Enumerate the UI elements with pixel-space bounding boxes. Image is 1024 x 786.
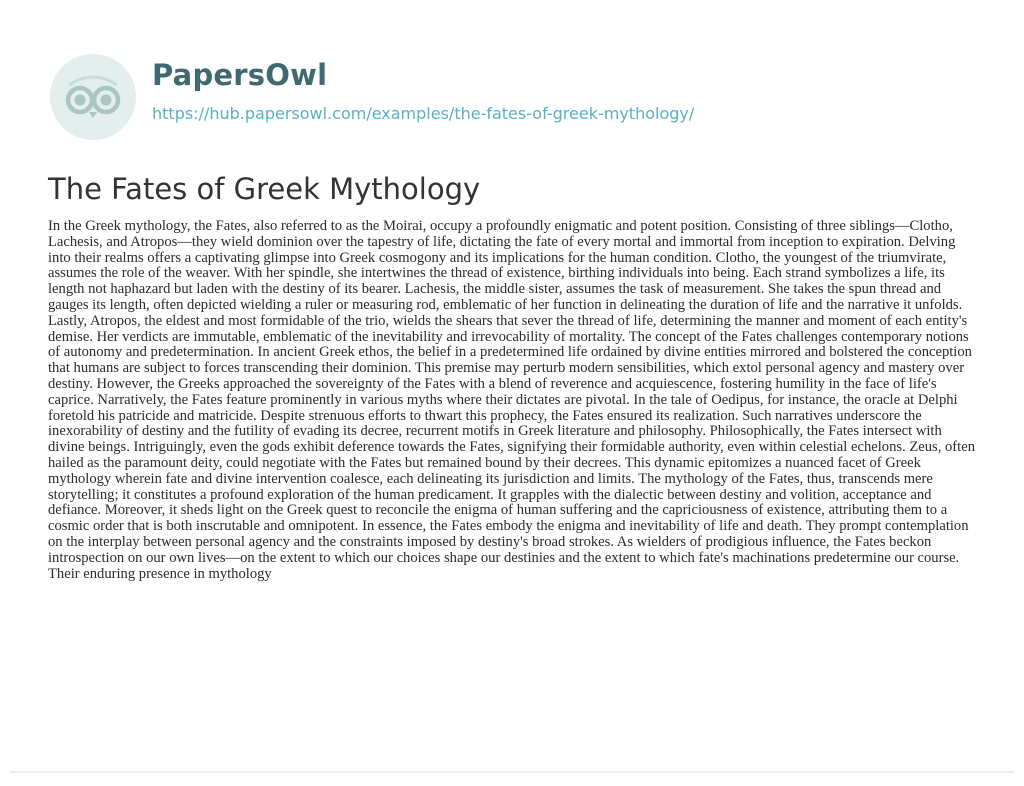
page-title: The Fates of Greek Mythology <box>48 172 481 206</box>
divider <box>10 771 1014 773</box>
site-header <box>48 40 978 150</box>
article-body: In the Greek mythology, the Fates, also referred to as the Moirai, occupy a profoundly enigmatic and potent position. Consisting of three siblings—Clotho, Lachesis, and Atropos—they wield dominion over the tapestry of life, dictating the fate of every mortal and immortal from inception to expiration. Delving into their realms offers a captivating glimpse into Greek cosmogony and its implications for the human condition. Clotho, the youngest of the triumvirate, assumes the role of the weaver. With her spindle, she intertwines the thread of existence, birthing individuals into being. Each strand symbolizes a life, its length not haphazard but laden with the destiny of its bearer. Lachesis, the middle sister, assumes the task of measurement. She takes the spun thread and gauges its length, often depicted wielding a ruler or measuring rod, emblematic of her function in delineating the duration of life and the narrative it unfolds. Lastly, Atropos, the eldest and most formidable of the trio, wields the shears that sever the thread of life, determining the manner and moment of each entity's demise. Her verdicts are immutable, emblematic of the inevitability and irrevocability of mortality. The concept of the Fates challenges contemporary notions of autonomy and predetermination. In ancient Greek ethos, the belief in a predetermined life ordained by divine entities mirrored and bolstered the conception that humans are subject to forces transcending their dominion. This premise may perturb modern sensibilities, which extol personal agency and mastery over destiny. However, the Greeks approached the sovereignty of the Fates with a blend of reverence and acquiescence, fostering humility in the face of life's caprice. Narratively, the Fates feature prominently in various myths where their dictates are pivotal. In the tale of Oedipus, for instance, the oracle at Delphi foretold his patricide and matricide. Despite strenuous efforts to thwart this prophecy, the Fates ensured its realization. Such narratives underscore the inexorability of destiny and the futility of evading its decree, recurrent motifs in Greek literature and philosophy. Philosophically, the Fates intersect with divine beings. Intriguingly, even the gods exhibit deference towards the Fates, signifying their formidable authority, even within celestial echelons. Zeus, often hailed as the paramount deity, could negotiate with the Fates but remained bound by their decrees. This dynamic epitomizes a nuanced facet of Greek mythology wherein fate and divine intervention coalesce, each delineating its jurisdiction and limits. The mythology of the Fates, thus, transcends mere storytelling; it constitutes a profound exploration of the human predicament. It grapples with the dialectic between destiny and volition, acceptance and defiance. Moreover, it sheds light on the Greek quest to reconcile the enigma of human suffering and the capriciousness of existence, attributing them to a cosmic order that is both inscrutable and omnipotent. In essence, the Fates embody the enigma and inevitability of life and death. They prompt contemplation on the interplay between personal agency and the constraints imposed by destiny's broad strokes. As wielders of prodigious influence, the Fates beckon introspection on our own lives—on the extent to which our choices shape our destinies and the extent to which fate's machinations predetermine our course. Their enduring presence in mythology <box>48 218 975 582</box>
owl-eyes-logo-icon <box>48 52 138 142</box>
brand-name: PapersOwl <box>152 58 328 92</box>
source-url[interactable]: https://hub.papersowl.com/examples/the-fates-of-greek-mythology/ <box>152 104 695 123</box>
